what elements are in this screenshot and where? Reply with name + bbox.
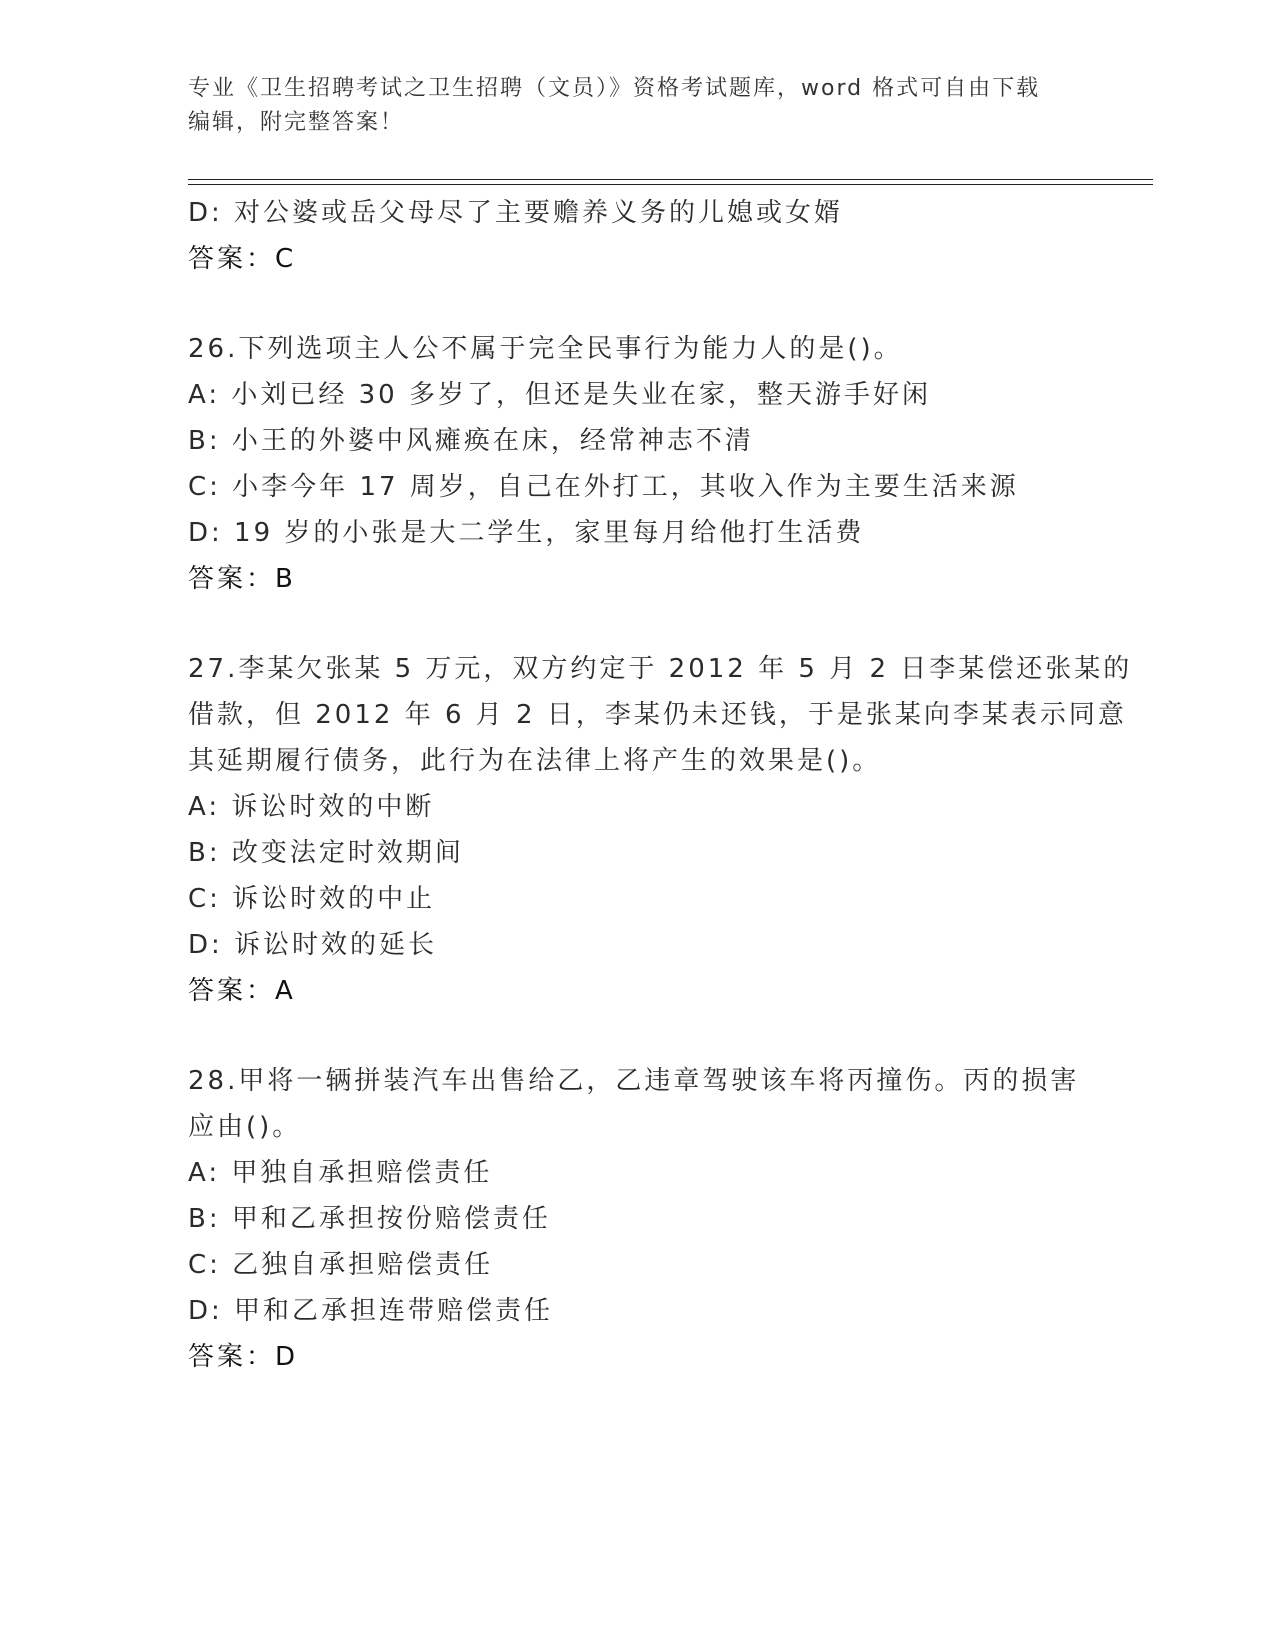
spacer (188, 1014, 1088, 1058)
option-d: D: 甲和乙承担连带赔偿责任 (188, 1296, 554, 1326)
question-content (188, 190, 1133, 1380)
answer: 答案：D (188, 1342, 299, 1372)
question-27 (188, 646, 1133, 1014)
option-c: C: 诉讼时效的中止 (188, 884, 436, 914)
answer: 答案：B (188, 564, 296, 594)
question-stem: 其延期履行债务，此行为在法律上将产生的效果是()。 (188, 746, 882, 776)
spacer (188, 602, 1088, 646)
option-d: D: 19 岁的小张是大二学生，家里每月给他打生活费 (188, 518, 865, 548)
question-stem: 26.下列选项主人公不属于完全民事行为能力人的是()。 (188, 334, 903, 364)
option-b: B: 改变法定时效期间 (188, 838, 464, 868)
page-header (188, 72, 1088, 140)
header-divider-top (188, 179, 1153, 180)
question-stem: 应由()。 (188, 1112, 302, 1142)
option-c: C: 乙独自承担赔偿责任 (188, 1250, 494, 1280)
answer: 答案：A (188, 976, 296, 1006)
option-a: A: 甲独自承担赔偿责任 (188, 1158, 493, 1188)
option-d: D: 对公婆或岳父母尽了主要赡养义务的儿媳或女婿 (188, 198, 844, 228)
header-text-line-1: 专业《卫生招聘考试之卫生招聘（文员）》资格考试题库，word 格式可自由下载 (188, 76, 1041, 101)
spacer (188, 282, 1088, 326)
option-c: C: 小李今年 17 周岁，自己在外打工，其收入作为主要生活来源 (188, 472, 1019, 502)
option-d: D: 诉讼时效的延长 (188, 930, 438, 960)
question-28 (188, 1058, 1088, 1380)
answer: 答案：C (188, 244, 297, 274)
header-text-line-2: 编辑，附完整答案！ (188, 110, 405, 135)
question-stem: 27.李某欠张某 5 万元，双方约定于 2012 年 5 月 2 日李某偿还张某的 (188, 654, 1133, 684)
question-stem: 28.甲将一辆拼装汽车出售给乙，乙违章驾驶该车将丙撞伤。丙的损害 (188, 1066, 1080, 1096)
option-b: B: 甲和乙承担按份赔偿责任 (188, 1204, 551, 1234)
question-25-tail (188, 190, 1088, 282)
question-26 (188, 326, 1088, 602)
option-a: A: 诉讼时效的中断 (188, 792, 435, 822)
question-stem: 借款，但 2012 年 6 月 2 日，李某仍未还钱，于是张某向李某表示同意 (188, 700, 1127, 730)
header-divider-bottom (188, 184, 1153, 185)
option-a: A: 小刘已经 30 多岁了，但还是失业在家，整天游手好闲 (188, 380, 931, 410)
option-b: B: 小王的外婆中风瘫痪在床，经常神志不清 (188, 426, 754, 456)
